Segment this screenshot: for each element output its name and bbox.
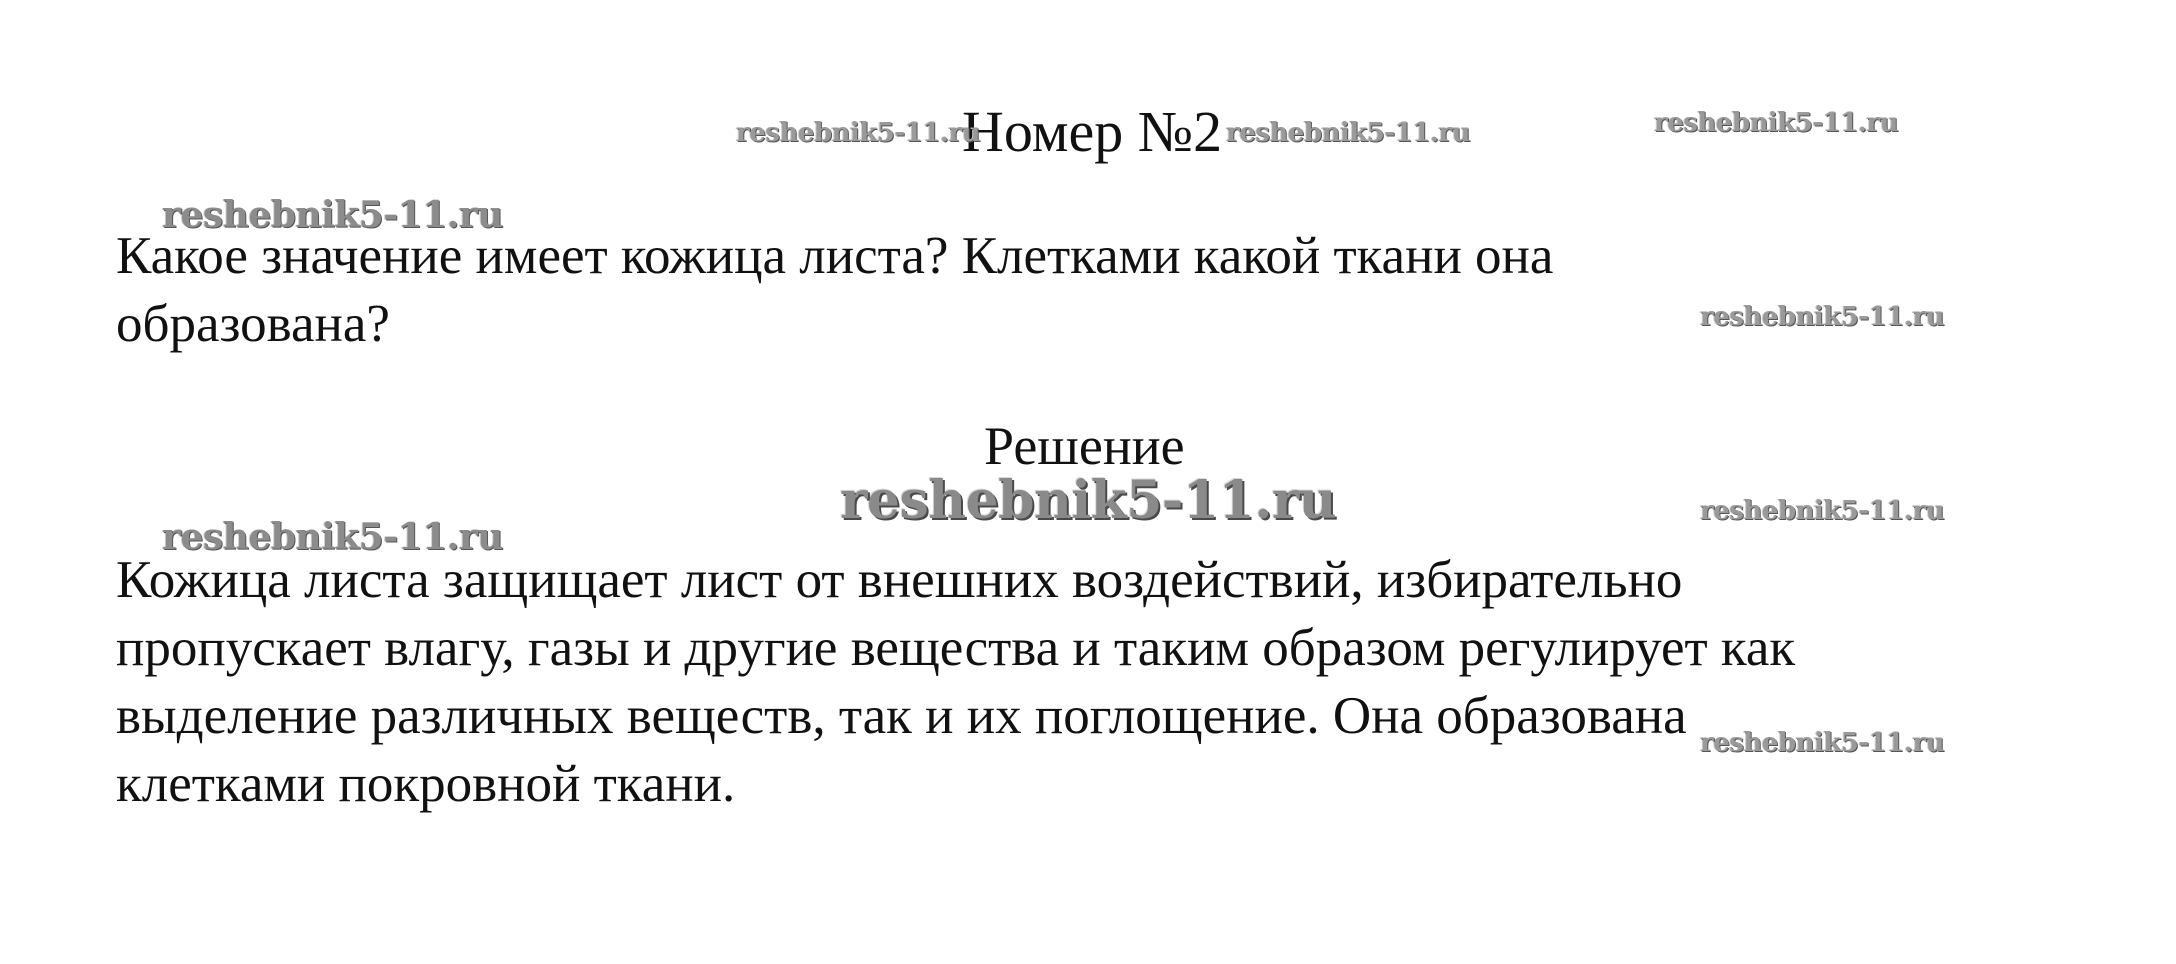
watermark: reshebnik5-11.ru [1700,728,1945,758]
answer-line: Кожица листа защищает лист от внешних воздействий, избирательно [116,551,1683,609]
watermark: reshebnik5-11.ru [162,194,503,236]
watermark: reshebnik5-11.ru [162,516,503,558]
watermark: reshebnik5-11.ru [1226,118,1471,148]
answer-text [116,546,2116,818]
watermark: reshebnik5-11.ru [1700,496,1945,526]
answer-line: пропускает влагу, газы и другие вещества и таким образом регулирует как [116,619,1796,677]
watermark: reshebnik5-11.ru [736,118,981,148]
question-line: Какое значение имеет кожица листа? Клетками какой ткани она [116,227,1554,285]
answer-line: выделение различных веществ, так и их поглощение. Она образована [116,687,1687,745]
solution-heading: Решение [984,416,1185,476]
page-title: Номер №2 [962,99,1223,164]
watermark: reshebnik5-11.ru [1700,302,1945,332]
answer-line: клетками покровной ткани. [116,755,736,813]
watermark: reshebnik5-11.ru [1654,108,1899,138]
question-text [116,222,2116,358]
question-line: образована? [116,295,390,353]
watermark: reshebnik5-11.ru [840,470,1337,531]
